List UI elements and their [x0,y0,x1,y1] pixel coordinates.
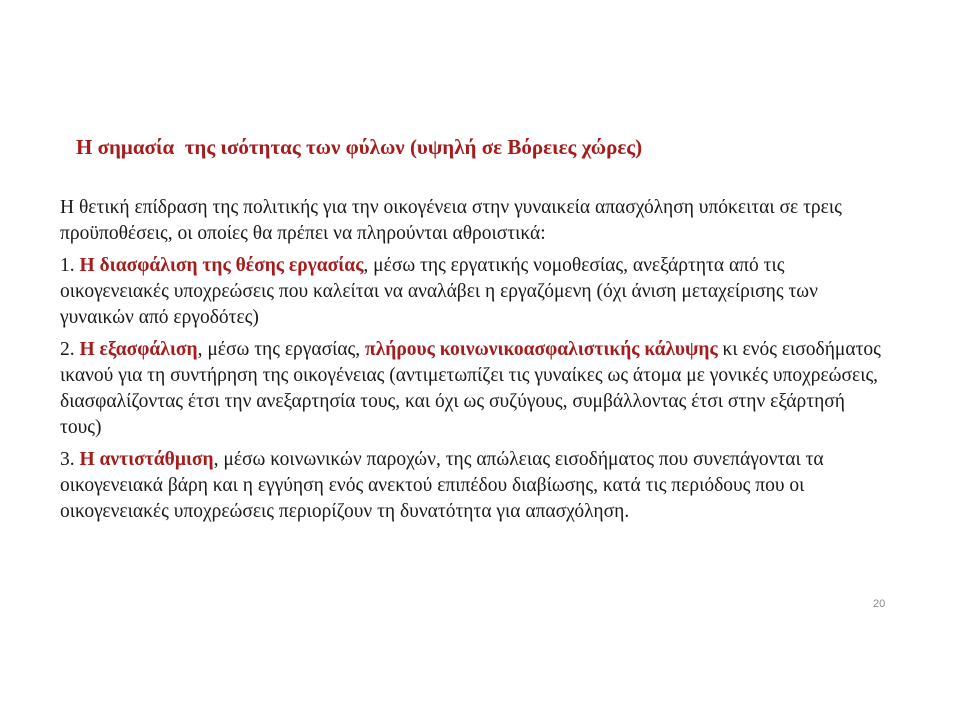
point-2 [60,337,890,441]
point-2-highlight-2: πλήρους κοινωνικοασφαλιστικής κάλυψης [365,339,718,360]
point-1-text: , μέσω της εργατικής νομοθεσίας, ανεξάρτητα από τις οικογενειακές υποχρεώσεις που καλείται να αναλάβει η εργαζόμενη (όχι άνιση μεταχείρισης των γυναικών από εργοδότες) [60,255,818,328]
point-3-highlight: Η αντιστάθμιση [79,449,214,470]
point-3-text: , μέσω κοινωνικών παροχών, της απώλειας εισοδήματος που συνεπάγονται τα οικογενειακά βάρη και η εγγύηση ενός ανεκτού επιπέδου διαβίωσης, κατά τις περιόδους που οι οικογενειακές υποχρεώσεις περιορίζουν τη δυνατότητα για απασχόληση. [60,449,824,522]
intro-paragraph: Η θετική επίδραση της πολιτικής για την οικογένεια στην γυναικεία απασχόληση υπόκειται σε τρεις προϋποθέσεις, οι οποίες θα πρέπει να πληρούνται αθροιστικά: [60,197,842,244]
point-2-text-after: κι ενός εισοδήματος ικανού για τη συντήρηση της οικογένειας (αντιμετωπίζει τις γυναίκες ως άτομα με γονικές υποχρεώσεις, διασφαλίζοντας έτσι την ανεξαρτησία τους, και όχι ως συζύγους, συμβάλλοντας έτσι στην εξάρτησή τους) [60,339,881,438]
slide-body [60,195,890,531]
point-1-number: 1. [60,255,80,276]
slide-title: Η σημασία της ισότητας των φύλων (υψηλή σε Βόρειες χώρες) [76,135,643,159]
point-1-highlight: Η διασφάλιση της θέσης εργασίας [79,255,364,276]
point-3 [60,447,890,525]
point-2-number: 2. [60,339,80,360]
point-2-text-before: , μέσω της εργασίας, [197,339,366,360]
point-3-number: 3. [60,449,80,470]
page-number: 20 [873,598,886,610]
point-2-highlight: Η εξασφάλιση [79,339,198,360]
point-1 [60,253,890,331]
